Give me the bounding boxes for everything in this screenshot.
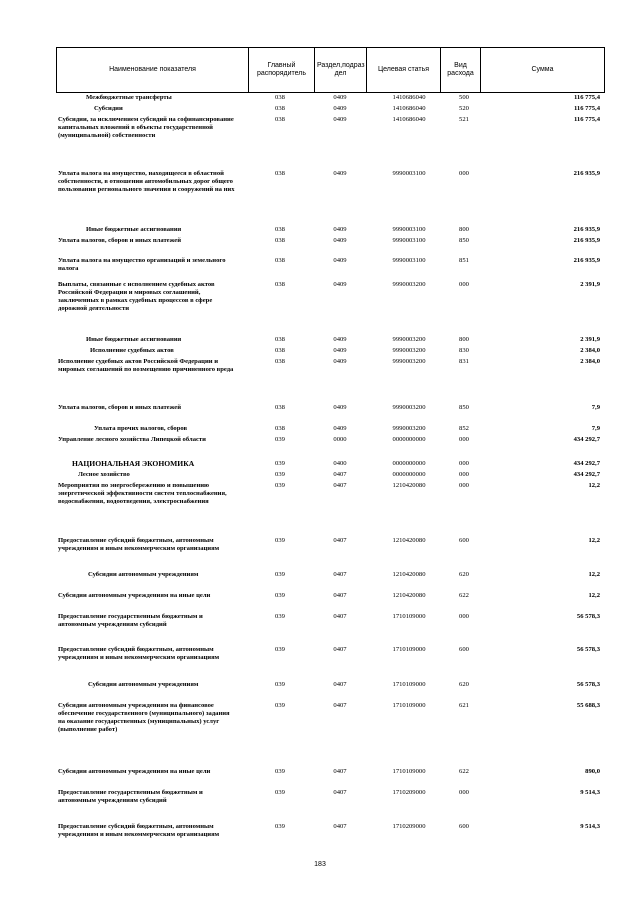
row-name: Межбюджетные трансферты bbox=[86, 94, 172, 101]
row-grs: 038 bbox=[275, 347, 285, 354]
row-sum: 56 578,3 bbox=[576, 681, 600, 688]
row-grs: 038 bbox=[275, 281, 285, 288]
row-vr: 850 bbox=[459, 237, 469, 244]
page-number: 183 bbox=[314, 861, 326, 868]
row-sum: 2 391,9 bbox=[580, 281, 600, 288]
row-vr: 622 bbox=[459, 592, 469, 599]
row-name: Исполнение судебных актов bbox=[90, 347, 174, 354]
row-name: Исполнение судебных актов Российской Федерации и мировых соглашений по возмещению причиненного вреда bbox=[58, 358, 234, 373]
row-grs: 038 bbox=[275, 226, 285, 233]
row-razdel: 0409 bbox=[333, 358, 347, 365]
row-sum: 9 514,3 bbox=[580, 789, 600, 796]
row-cs: 1410686040 bbox=[392, 116, 426, 123]
row-grs: 039 bbox=[275, 646, 285, 653]
row-razdel: 0407 bbox=[333, 768, 347, 775]
row-vr: 600 bbox=[459, 646, 469, 653]
header-vr: Вид расхода bbox=[441, 48, 481, 93]
row-razdel: 0407 bbox=[333, 613, 347, 620]
row-grs: 038 bbox=[275, 404, 285, 411]
row-cs: 1710109000 bbox=[392, 613, 426, 620]
row-sum: 216 935,9 bbox=[573, 257, 600, 264]
row-grs: 038 bbox=[275, 336, 285, 343]
row-vr: 000 bbox=[459, 281, 469, 288]
row-vr: 851 bbox=[459, 257, 469, 264]
document-page bbox=[56, 47, 604, 838]
row-razdel: 0409 bbox=[333, 170, 347, 177]
row-grs: 039 bbox=[275, 592, 285, 599]
row-sum: 2 391,9 bbox=[580, 336, 600, 343]
row-name: Субсидии автономным учреждениям на финансовое обеспечение государственного (муниципального) задания на оказание государственных (муниципальных) услуг (выполнение работ) bbox=[58, 702, 230, 733]
row-grs: 038 bbox=[275, 116, 285, 123]
row-razdel: 0409 bbox=[333, 116, 347, 123]
row-cs: 0000000000 bbox=[392, 460, 426, 467]
row-razdel: 0407 bbox=[333, 592, 347, 599]
row-razdel: 0407 bbox=[333, 482, 347, 489]
row-cs: 1210420080 bbox=[392, 482, 426, 489]
row-vr: 000 bbox=[459, 482, 469, 489]
row-sum: 116 775,4 bbox=[573, 116, 600, 123]
row-sum: 12,2 bbox=[588, 592, 600, 599]
row-grs: 038 bbox=[275, 170, 285, 177]
row-name: Уплата налогов, сборов и иных платежей bbox=[58, 237, 182, 244]
header-sum: Сумма bbox=[481, 48, 605, 93]
row-grs: 039 bbox=[275, 823, 285, 830]
row-cs: 1710109000 bbox=[392, 681, 426, 688]
row-razdel: 0409 bbox=[333, 347, 347, 354]
row-grs: 038 bbox=[275, 425, 285, 432]
row-cs: 9990003100 bbox=[392, 257, 426, 264]
table-header bbox=[56, 47, 605, 93]
row-grs: 039 bbox=[275, 460, 285, 467]
row-grs: 039 bbox=[275, 613, 285, 620]
row-vr: 500 bbox=[459, 94, 469, 101]
row-sum: 55 688,3 bbox=[576, 702, 600, 709]
row-vr: 000 bbox=[459, 460, 469, 467]
row-cs: 9990003100 bbox=[392, 237, 426, 244]
row-grs: 039 bbox=[275, 436, 285, 443]
row-vr: 620 bbox=[459, 571, 469, 578]
row-vr: 600 bbox=[459, 823, 469, 830]
row-vr: 521 bbox=[459, 116, 469, 123]
row-cs: 1710109000 bbox=[392, 646, 426, 653]
row-grs: 039 bbox=[275, 789, 285, 796]
row-name: Уплата налогов, сборов и иных платежей bbox=[58, 404, 182, 411]
row-grs: 039 bbox=[275, 482, 285, 489]
row-cs: 1210420080 bbox=[392, 537, 426, 544]
row-grs: 038 bbox=[275, 237, 285, 244]
row-name: Выплаты, связанные с исполнением судебных актов Российской Федерации и мировых соглашений, заключенных в рамках судебных процессов в сфере дорожной деятельности bbox=[58, 281, 215, 312]
row-razdel: 0409 bbox=[333, 237, 347, 244]
row-vr: 622 bbox=[459, 768, 469, 775]
header-cs: Целевая статья bbox=[367, 48, 441, 93]
row-razdel: 0407 bbox=[333, 646, 347, 653]
row-grs: 038 bbox=[275, 257, 285, 264]
row-cs: 9990003200 bbox=[392, 347, 426, 354]
row-sum: 2 384,0 bbox=[580, 358, 600, 365]
row-grs: 038 bbox=[275, 358, 285, 365]
row-name: Уплата налога на имущество организаций и земельного налога bbox=[58, 257, 226, 272]
row-cs: 9990003200 bbox=[392, 358, 426, 365]
header-name: Наименование показателя bbox=[57, 48, 249, 93]
row-vr: 520 bbox=[459, 105, 469, 112]
row-sum: 216 935,9 bbox=[573, 170, 600, 177]
row-name: Уплата прочих налогов, сборов bbox=[94, 425, 188, 432]
row-vr: 621 bbox=[459, 702, 469, 709]
row-razdel: 0407 bbox=[333, 471, 347, 478]
row-cs: 9990003100 bbox=[392, 170, 426, 177]
row-sum: 7,9 bbox=[591, 404, 600, 411]
row-name: Предоставление государственным бюджетным и автономным учреждениям субсидий bbox=[58, 789, 203, 804]
row-vr: 852 bbox=[459, 425, 469, 432]
row-sum: 434 292,7 bbox=[573, 471, 600, 478]
row-name: Предоставление субсидий бюджетным, автономным учреждениям и иным некоммерческим организациям bbox=[58, 537, 220, 552]
row-sum: 9 514,3 bbox=[580, 823, 600, 830]
row-razdel: 0409 bbox=[333, 425, 347, 432]
row-razdel: 0409 bbox=[333, 105, 347, 112]
row-cs: 1410686040 bbox=[392, 94, 426, 101]
row-razdel: 0400 bbox=[333, 460, 347, 467]
row-vr: 000 bbox=[459, 436, 469, 443]
row-grs: 039 bbox=[275, 537, 285, 544]
row-sum: 116 775,4 bbox=[573, 105, 600, 112]
row-vr: 000 bbox=[459, 613, 469, 620]
row-cs: 1210420080 bbox=[392, 592, 426, 599]
row-name: НАЦИОНАЛЬНАЯ ЭКОНОМИКА bbox=[72, 459, 195, 468]
row-name: Субсидии автономным учреждениям bbox=[88, 571, 199, 578]
row-name: Уплата налога на имущество, находящееся в областной собственности, в отношении автомобильных дорог общего пользования регионального значения и сооружений на них bbox=[58, 170, 235, 193]
row-cs: 9990003200 bbox=[392, 336, 426, 343]
header-grs: Главный распорядитель bbox=[249, 48, 315, 93]
row-sum: 216 935,9 bbox=[573, 226, 600, 233]
row-grs: 039 bbox=[275, 768, 285, 775]
row-cs: 1210420080 bbox=[392, 571, 426, 578]
row-sum: 7,9 bbox=[591, 425, 600, 432]
row-vr: 850 bbox=[459, 404, 469, 411]
row-sum: 12,2 bbox=[588, 482, 600, 489]
row-grs: 038 bbox=[275, 105, 285, 112]
row-sum: 216 935,9 bbox=[573, 237, 600, 244]
row-grs: 038 bbox=[275, 94, 285, 101]
row-name: Управление лесного хозяйства Липецкой области bbox=[58, 436, 206, 443]
row-sum: 12,2 bbox=[588, 537, 600, 544]
row-cs: 1410686040 bbox=[392, 105, 426, 112]
row-name: Мероприятия по энергосбережению и повышению энергетической эффективности систем теплоснабжения, водоснабжения, водоотведения, электроснабжения bbox=[58, 482, 227, 505]
row-sum: 434 292,7 bbox=[573, 460, 600, 467]
header-razdel: Раздел,подраз дел bbox=[315, 48, 367, 93]
row-cs: 9990003200 bbox=[392, 404, 426, 411]
row-cs: 0000000000 bbox=[392, 436, 426, 443]
row-grs: 039 bbox=[275, 702, 285, 709]
row-sum: 56 578,3 bbox=[576, 613, 600, 620]
row-razdel: 0407 bbox=[333, 681, 347, 688]
row-vr: 620 bbox=[459, 681, 469, 688]
row-name: Предоставление субсидий бюджетным, автономным учреждениям и иным некоммерческим организациям bbox=[58, 646, 220, 661]
row-vr: 600 bbox=[459, 537, 469, 544]
row-razdel: 0409 bbox=[333, 226, 347, 233]
row-name: Лесное хозяйство bbox=[78, 471, 130, 478]
row-cs: 9990003100 bbox=[392, 226, 426, 233]
row-name: Иные бюджетные ассигнования bbox=[86, 226, 182, 233]
row-razdel: 0409 bbox=[333, 257, 347, 264]
row-razdel: 0409 bbox=[333, 94, 347, 101]
row-vr: 800 bbox=[459, 336, 469, 343]
row-cs: 9990003200 bbox=[392, 425, 426, 432]
row-sum: 2 384,0 bbox=[580, 347, 600, 354]
row-name: Субсидии автономным учреждениям на иные цели bbox=[58, 768, 211, 775]
row-razdel: 0409 bbox=[333, 404, 347, 411]
row-vr: 000 bbox=[459, 471, 469, 478]
row-razdel: 0409 bbox=[333, 281, 347, 288]
row-sum: 12,2 bbox=[588, 571, 600, 578]
row-sum: 434 292,7 bbox=[573, 436, 600, 443]
row-cs: 1710209000 bbox=[392, 823, 426, 830]
row-name: Субсидии автономным учреждениям на иные цели bbox=[58, 592, 211, 599]
row-grs: 039 bbox=[275, 681, 285, 688]
row-razdel: 0407 bbox=[333, 702, 347, 709]
row-cs: 1710109000 bbox=[392, 768, 426, 775]
row-razdel: 0407 bbox=[333, 571, 347, 578]
row-vr: 000 bbox=[459, 789, 469, 796]
row-name: Предоставление государственным бюджетным и автономным учреждениям субсидий bbox=[58, 613, 203, 628]
row-razdel: 0409 bbox=[333, 336, 347, 343]
row-razdel: 0407 bbox=[333, 789, 347, 796]
row-vr: 000 bbox=[459, 170, 469, 177]
row-grs: 039 bbox=[275, 471, 285, 478]
row-name: Субсидии автономным учреждениям bbox=[88, 681, 199, 688]
row-cs: 0000000000 bbox=[392, 471, 426, 478]
row-sum: 116 775,4 bbox=[573, 94, 600, 101]
row-razdel: 0407 bbox=[333, 537, 347, 544]
row-sum: 890,0 bbox=[585, 768, 600, 775]
row-name: Субсидии bbox=[94, 105, 123, 112]
row-razdel: 0407 bbox=[333, 823, 347, 830]
row-grs: 039 bbox=[275, 571, 285, 578]
row-cs: 9990003200 bbox=[392, 281, 426, 288]
row-name: Субсидии, за исключением субсидий на софинансирование капитальных вложений в объекты государственной (муниципальной) собственности bbox=[58, 116, 234, 139]
row-name: Иные бюджетные ассигнования bbox=[86, 336, 182, 343]
row-vr: 800 bbox=[459, 226, 469, 233]
row-sum: 56 578,3 bbox=[576, 646, 600, 653]
row-cs: 1710209000 bbox=[392, 789, 426, 796]
row-vr: 830 bbox=[459, 347, 469, 354]
row-vr: 831 bbox=[459, 358, 469, 365]
row-razdel: 0000 bbox=[333, 436, 347, 443]
row-cs: 1710109000 bbox=[392, 702, 426, 709]
row-name: Предоставление субсидий бюджетным, автономным учреждениям и иным некоммерческим организациям bbox=[58, 823, 220, 838]
